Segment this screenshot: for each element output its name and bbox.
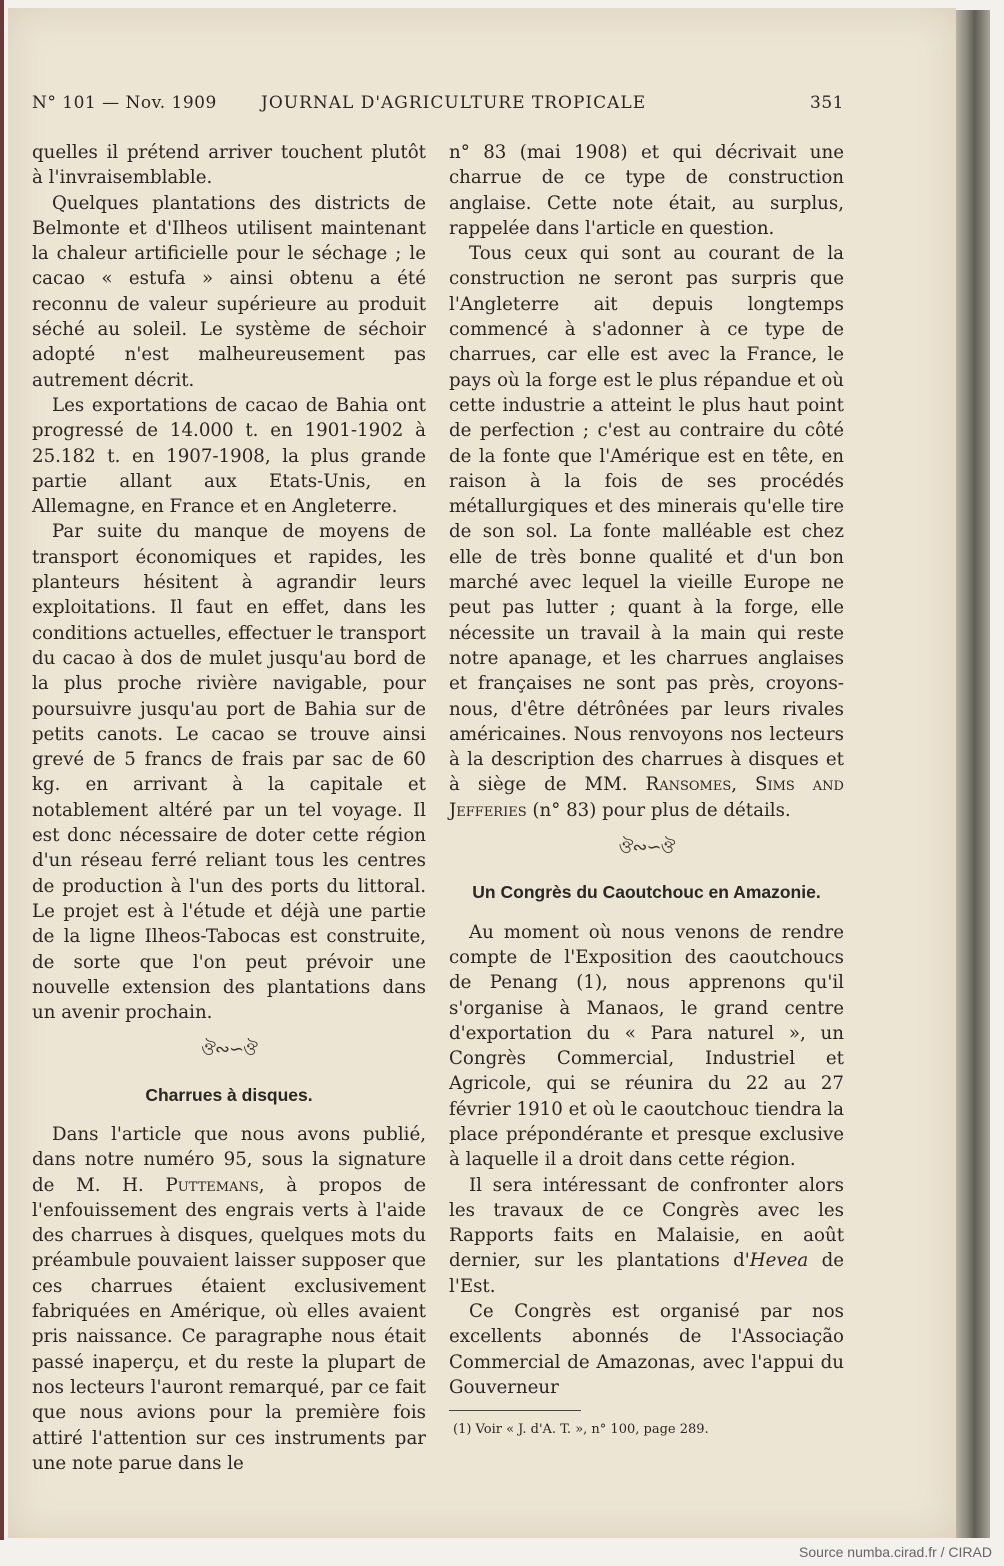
section-ornament: ঔ∾∽ঔ [618,837,675,859]
paragraph: quelles il prétend arriver touchent plutôt à l'invraisemblable. [32,142,426,189]
paragraph: Les exportations de cacao de Bahia ont progressé de 14.000 t. en 1901-1902 à 25.182 t. en 1907-1908, la plus grande partie allant aux Etats-Unis, en Allemagne, en France et en Angleterre. [32,394,426,518]
footnote-rule [449,1410,581,1411]
italic-term: Hevea [749,1250,809,1272]
author-name: Puttemans [165,1174,259,1196]
section-ornament: ঔ∾∽ঔ [201,1039,257,1061]
page-stack-edge [956,10,990,1538]
paragraph: Quelques plantations des districts de Belmonte et d'Ilheos utilisent maintenant la chaleur artificielle pour le séchage ; le cacao « estufa » ainsi obtenu a été reconnu de valeur supérieure au produit séché au soleil. Le système de séchoir adopté n'est malheureusement pas autrement décrit. [32,192,426,391]
binding-edge [0,0,4,1540]
paragraph: Par suite du manque de moyens de transport économiques et rapides, les planteurs hésitent à agrandir leurs exploitations. Il faut en effet, dans les conditions actuelles, effectuer le transport du cacao à dos de mulet jusqu'au bord de la plus proche rivière navigable, pour poursuivre jusqu'au port de Bahia sur de petits canots. Le cacao se trouve ainsi grevé de 5 francs de frais par sac de 60 kg. en arrivant à la capitale et notablement altéré par un tel voyage. Il est donc nécessaire de doter cette région d'un réseau ferré reliant tous les centres de production à l'un des ports du littoral. Le projet est à l'étude et déjà une partie de la ligne Ilheos-Tabocas est construite, de sorte que l'on peut prévoir une nouvelle extension des plantations dans un avenir prochain. [32,521,426,1024]
issue-number: N° 101 — Nov. 1909 [32,93,217,113]
paragraph: n° 83 (mai 1908) et qui décrivait une charrue de ce type de construction anglaise. Cette note était, au surplus, rappelée dans l'article en question. [449,142,844,239]
paragraph: Ce Congrès est organisé par nos excellents abonnés de l'Associação Commercial de Amazonas, avec l'appui du Gouverneur [449,1301,844,1398]
running-header [32,93,844,119]
section-title-congres: Un Congrès du Caoutchouc en Amazonie. [472,882,821,903]
right-column [449,140,844,1439]
company-name: Ransomes, Sims and Jefferies [449,774,844,821]
paragraph: Dans l'article que nous avons publié, dans notre numéro 95, sous la signature de M. H. Puttemans, à propos de l'enfouissement des engrais verts à l'aide des charrues à disques, quelques mots du préambule pouvaient laisser supposer que ces charrues étaient exclusivement fabriquées en Amérique, où elles avaient pris naissance. Ce paragraphe nous était passé inaperçu, et du reste la plupart de nos lecteurs l'auront remarqué, par ce fait que nous avions pour la première fois attiré l'attention sur ces instruments par une note parue dans le [32,1123,427,1474]
page-number: 351 [810,93,844,113]
left-column [32,140,426,1476]
paragraph: Au moment où nous venons de rendre compte de l'Exposition des caoutchoucs de Penang (1), nous apprenons qu'il s'organise à Manaos, le grand centre d'exportation du « Para naturel », un Congrès Commercial, Industriel et Agricole, qui se réunira du 22 au 27 février 1910 et où le caoutchouc tiendra la place prépondérante et presque exclusive à laquelle il a droit dans cette région. [449,921,845,1171]
section-title-charrues: Charrues à disques. [145,1084,313,1105]
journal-title: JOURNAL D'AGRICULTURE TROPICALE [261,93,647,113]
footnote: (1) Voir « J. d'A. T. », n° 100, page 289. [453,1422,709,1438]
paragraph: Il sera intéressant de confronter alors les travaux de ce Congrès avec les Rapports faits en Malaisie, en août dernier, sur les plantations d'Hevea de l'Est. [449,1174,844,1297]
paragraph: Tous ceux qui sont au courant de la construction ne seront pas surpris que l'Angleterre ait depuis longtemps commencé à s'adonner à ce type de charrues, car elle est avec la France, le pays où la forge est le plus répandue et où cette industrie a atteint le plus haut point de perfection ; c'est au contraire du côté de la fonte que l'Amérique est en tête, en raison à la fois de ses procédés métallurgiques et des minerais qu'elle tire de son sol. La fonte malléable est chez elle de très bonne qualité et d'un bon marché avec lequel la vieille Europe ne peut pas lutter ; quant à la forge, elle nécessite un travail à la main qui reste notre apanage, et les charrues anglaises et françaises ne sont pas près, croyons-nous, d'être détrônées par leurs rivales américaines. Nous renvoyons nos lecteurs à la description des charrues à disques et à siège de MM. Ransomes, Sims and Jefferies (n° 83) pour plus de détails. [449,243,844,821]
source-credit: Source numba.cirad.fr / CIRAD [799,1544,992,1560]
